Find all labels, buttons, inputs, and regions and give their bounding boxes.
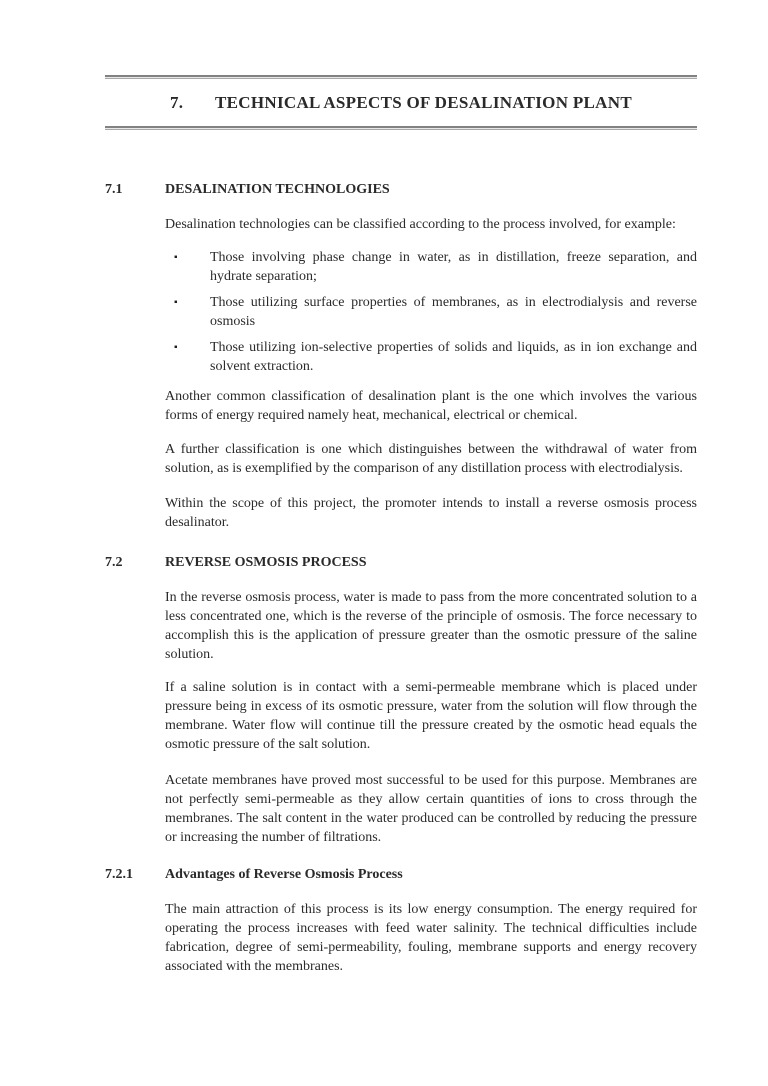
paragraph-principle: In the reverse osmosis process, water is made to pass from the more concentrated solution to a less concentrated one, which is the reverse of the principle of osmosis. The force necessary to accomplish this is the application of pressure greater than the osmotic pressure of the saline solution. xyxy=(165,590,697,662)
section-heading-7-2-1 xyxy=(105,866,697,884)
chapter-rule-bottom xyxy=(105,126,697,130)
bullet-square-icon: ▪ xyxy=(174,342,178,353)
section-title: REVERSE OSMOSIS PROCESS xyxy=(165,555,367,570)
section-number: 7.1 xyxy=(105,182,123,197)
paragraph-classification: Another common classification of desalination plant is the one which involves the various forms of energy required namely heat, mechanical, electrical or chemical. xyxy=(165,389,697,423)
chapter-title-row xyxy=(105,79,697,126)
bullet-item xyxy=(165,338,697,376)
bullet-item xyxy=(165,293,697,331)
paragraph-acetate: Acetate membranes have proved most successful to be used for this purpose. Membranes are not perfectly semi-permeable as they allow certain quantities of ions to cross through the membranes. The salt content in the water produced can be controlled by reducing the pressure or increasing the number of filtrations. xyxy=(165,773,697,845)
section-title: DESALINATION TECHNOLOGIES xyxy=(165,182,390,197)
bullet-square-icon: ▪ xyxy=(174,252,178,263)
bullet-list xyxy=(165,248,697,376)
page-content xyxy=(105,0,697,990)
bullet-text: Those utilizing surface properties of membranes, as in electrodialysis and reverse osmosis xyxy=(210,295,697,329)
paragraph-membrane: If a saline solution is in contact with a semi-permeable membrane which is placed under pressure being in excess of its osmotic pressure, water from the solution will flow through the membrane. Water flow will continue till the pressure created by the osmotic head equals the osmotic pressure of the salt solution. xyxy=(165,680,697,752)
section-title: Advantages of Reverse Osmosis Process xyxy=(165,867,403,882)
section-heading-7-1 xyxy=(105,181,697,199)
section-heading-7-2 xyxy=(105,554,697,572)
chapter-number: 7. xyxy=(170,93,184,112)
paragraph-intro: Desalination technologies can be classified according to the process involved, for example: xyxy=(165,217,676,232)
paragraph-further: A further classification is one which distinguishes between the withdrawal of water from solution, as is exemplified by the comparison of any distillation process with electrodialysis. xyxy=(165,442,697,476)
bullet-text: Those involving phase change in water, as in distillation, freeze separation, and hydrate separation; xyxy=(210,250,697,284)
bullet-square-icon: ▪ xyxy=(174,297,178,308)
paragraph-scope: Within the scope of this project, the promoter intends to install a reverse osmosis process desalinator. xyxy=(165,496,697,530)
paragraph-advantages: The main attraction of this process is its low energy consumption. The energy required for operating the process increases with feed water salinity. The technical difficulties include fabrication, degree of semi-permeability, fouling, membrane supports and energy recovery associated with the membranes. xyxy=(165,902,697,974)
chapter-header xyxy=(105,75,697,130)
bullet-text: Those utilizing ion-selective properties of solids and liquids, as in ion exchange and solvent extraction. xyxy=(210,340,697,374)
section-number: 7.2 xyxy=(105,555,123,570)
section-number: 7.2.1 xyxy=(105,867,133,882)
bullet-item xyxy=(165,248,697,286)
chapter-title: TECHNICAL ASPECTS OF DESALINATION PLANT xyxy=(215,93,632,112)
